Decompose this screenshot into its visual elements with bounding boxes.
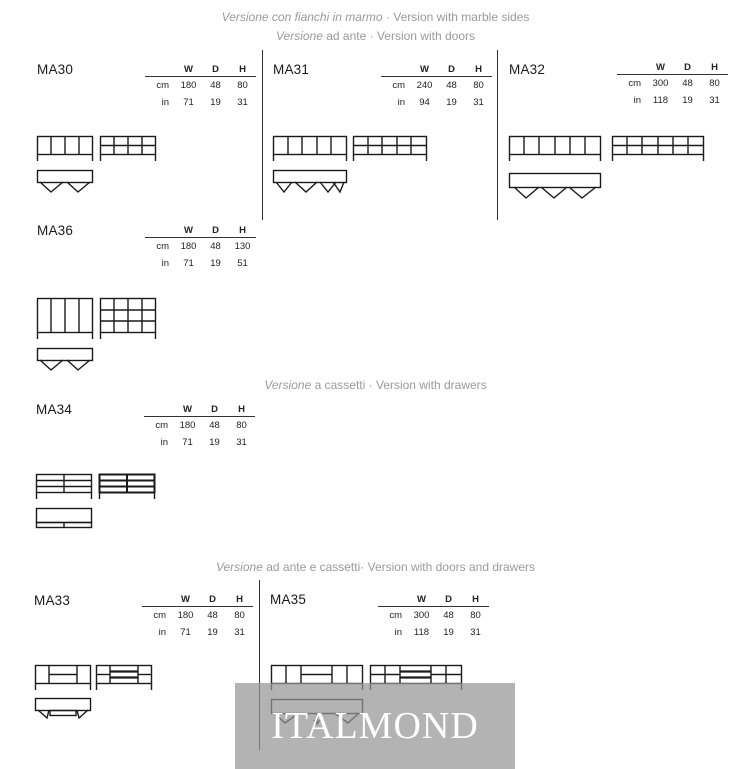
section-title-marble: Versione con fianchi in marmo · Version with marble sides [221,10,530,24]
top-view-drawing-ma30 [37,170,93,194]
dimension-table-ma32: W D H cm 300 48 80 in 118 19 31 [617,60,728,109]
rear-view-drawing-ma31 [353,136,427,162]
front-view-drawing-ma31 [273,136,347,162]
divider [497,50,498,220]
front-view-drawing-ma32 [509,136,601,162]
dimension-table-ma35: W D H cm 300 48 80 in 118 19 31 [378,592,489,641]
dimension-table-ma30: W D H cm 180 48 80 in 71 19 31 [145,62,256,111]
rear-view-drawing-ma33 [96,665,152,691]
dimension-table-ma36: W D H cm 180 48 130 in 71 19 51 [145,223,256,272]
front-view-drawing-ma34 [36,474,92,500]
model-name-ma35: MA35 [270,592,307,607]
model-name-ma32: MA32 [509,62,546,77]
front-view-drawing-ma36 [37,298,93,340]
section-title-drawers: Versione a cassetti · Version with drawers [264,378,487,392]
rear-view-drawing-ma36 [100,298,156,340]
model-name-ma34: MA34 [36,402,73,417]
top-view-drawing-ma32 [509,173,601,199]
watermark [235,683,515,769]
dimension-table-ma31: W D H cm 240 48 80 in 94 19 31 [381,62,492,111]
section-title-doors: Versione ad ante · Version with doors [275,29,475,43]
rear-view-drawing-ma32 [612,136,704,162]
top-view-drawing-ma36 [37,348,93,372]
model-name-ma36: MA36 [37,223,74,238]
front-view-drawing-ma33 [35,665,91,691]
rear-view-drawing-ma34 [99,474,155,500]
top-view-drawing-ma31 [273,170,347,194]
top-view-drawing-ma34 [36,508,92,530]
model-name-ma31: MA31 [273,62,310,77]
rear-view-drawing-ma30 [100,136,156,162]
section-title-doors-drawers: Versione ad ante e cassetti· Version with doors and drawers [215,560,536,574]
watermark-text: ITALMOND [271,705,479,747]
divider [262,50,263,220]
model-name-ma33: MA33 [34,593,71,608]
front-view-drawing-ma30 [37,136,93,162]
model-name-ma30: MA30 [37,62,74,77]
dimension-table-ma33: W D H cm 180 48 80 in 71 19 31 [142,592,253,641]
top-view-drawing-ma33 [35,698,91,722]
dimension-table-ma34: W D H cm 180 48 80 in 71 19 31 [144,402,255,451]
